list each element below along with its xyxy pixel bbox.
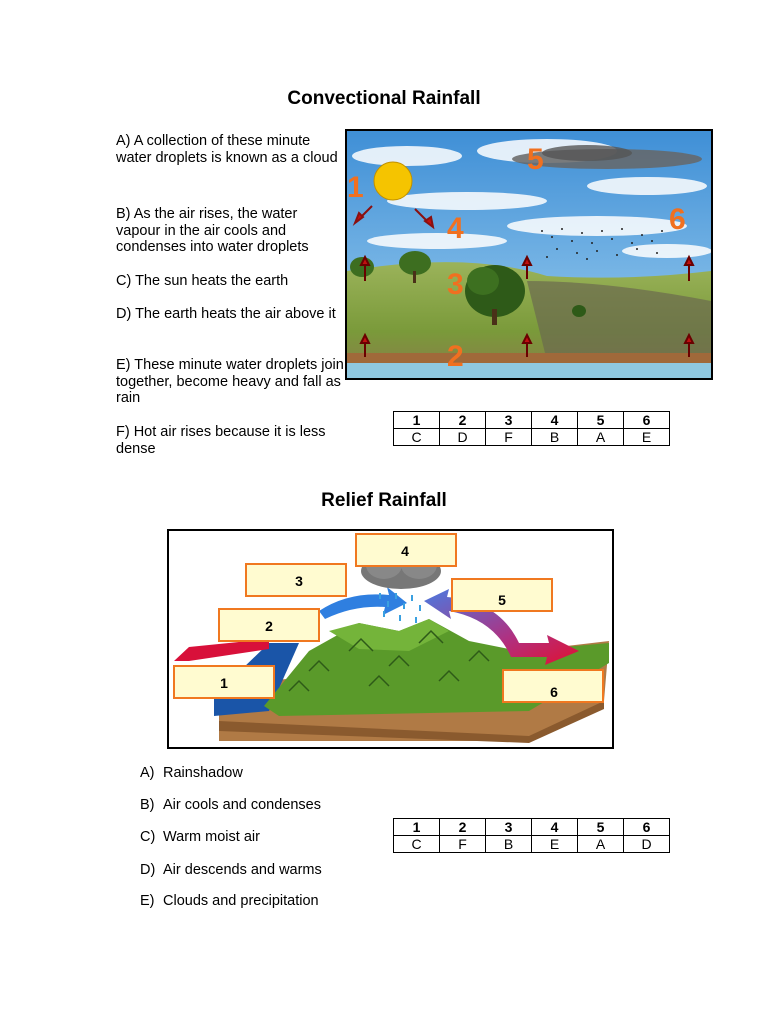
relief-title: Relief Rainfall <box>321 490 447 511</box>
table-answer-cell: D <box>624 836 670 853</box>
relief-answer-table <box>393 818 670 853</box>
relief-label-2: 2 <box>265 618 273 634</box>
option-d <box>140 862 322 878</box>
statement-c: C) The sun heats the earth <box>116 273 289 289</box>
table-header-cell: 2 <box>440 819 486 836</box>
table-answer-cell: F <box>486 429 532 446</box>
table-header-cell: 4 <box>532 412 578 429</box>
figure-number-3: 3 <box>447 268 464 301</box>
table-answer-cell: F <box>440 836 486 853</box>
option-letter: A) <box>140 765 155 781</box>
statement-a: A) A collection of these minute water droplets is known as a cloud <box>116 133 338 166</box>
table-answer-cell: B <box>532 429 578 446</box>
figure-number-1: 1 <box>347 171 364 204</box>
table-header-cell: 5 <box>578 412 624 429</box>
statement-e: E) These minute water droplets join together, become heavy and fall as rain <box>116 357 344 406</box>
table-answer-cell: B <box>486 836 532 853</box>
table-answer-cell: C <box>394 836 440 853</box>
table-answer-cell: E <box>624 429 670 446</box>
option-text: Air cools and condenses <box>163 797 321 813</box>
option-letter: C) <box>140 829 156 845</box>
option-letter: E) <box>140 893 155 909</box>
option-e <box>140 893 319 909</box>
soil-strip <box>347 353 711 363</box>
table-answer-cell: A <box>578 429 624 446</box>
option-a <box>140 765 243 781</box>
table-header-cell: 4 <box>532 819 578 836</box>
table-answer-cell: E <box>532 836 578 853</box>
figure-number-5: 5 <box>527 143 544 176</box>
table-answer-cell: A <box>578 836 624 853</box>
figure-number-2: 2 <box>447 340 464 373</box>
option-text: Clouds and precipitation <box>163 893 319 909</box>
table-header-cell: 3 <box>486 819 532 836</box>
relief-label-4: 4 <box>401 543 409 559</box>
convectional-answer-table <box>393 411 670 446</box>
option-text: Rainshadow <box>163 765 243 781</box>
option-b <box>140 797 321 813</box>
sun-icon <box>374 162 412 200</box>
relief-label-5: 5 <box>498 592 506 608</box>
option-text: Warm moist air <box>163 829 260 845</box>
table-header-cell: 3 <box>486 412 532 429</box>
option-text: Air descends and warms <box>163 862 322 878</box>
option-letter: B) <box>140 797 155 813</box>
table-header-cell: 2 <box>440 412 486 429</box>
table-header-cell: 6 <box>624 412 670 429</box>
option-c <box>140 829 260 845</box>
relief-label-6: 6 <box>550 684 558 700</box>
convectional-diagram <box>345 129 713 380</box>
figure-number-6: 6 <box>669 203 686 236</box>
statement-f: F) Hot air rises because it is less dense <box>116 424 326 457</box>
relief-diagram <box>167 529 614 749</box>
option-letter: D) <box>140 862 156 878</box>
relief-diagram-svg <box>169 531 612 747</box>
figure-number-4: 4 <box>447 212 464 245</box>
water-strip <box>347 363 711 378</box>
table-answer-cell: C <box>394 429 440 446</box>
convectional-diagram-svg <box>347 131 711 378</box>
table-answer-cell: D <box>440 429 486 446</box>
table-header-cell: 1 <box>394 412 440 429</box>
statement-b: B) As the air rises, the water vapour in the air cools and condenses into water droplets <box>116 206 309 255</box>
statement-d: D) The earth heats the air above it <box>116 306 336 322</box>
relief-label-3: 3 <box>295 573 303 589</box>
table-header-cell: 1 <box>394 819 440 836</box>
table-header-cell: 6 <box>624 819 670 836</box>
relief-label-1: 1 <box>220 675 228 691</box>
convectional-title: Convectional Rainfall <box>287 88 481 109</box>
table-header-cell: 5 <box>578 819 624 836</box>
